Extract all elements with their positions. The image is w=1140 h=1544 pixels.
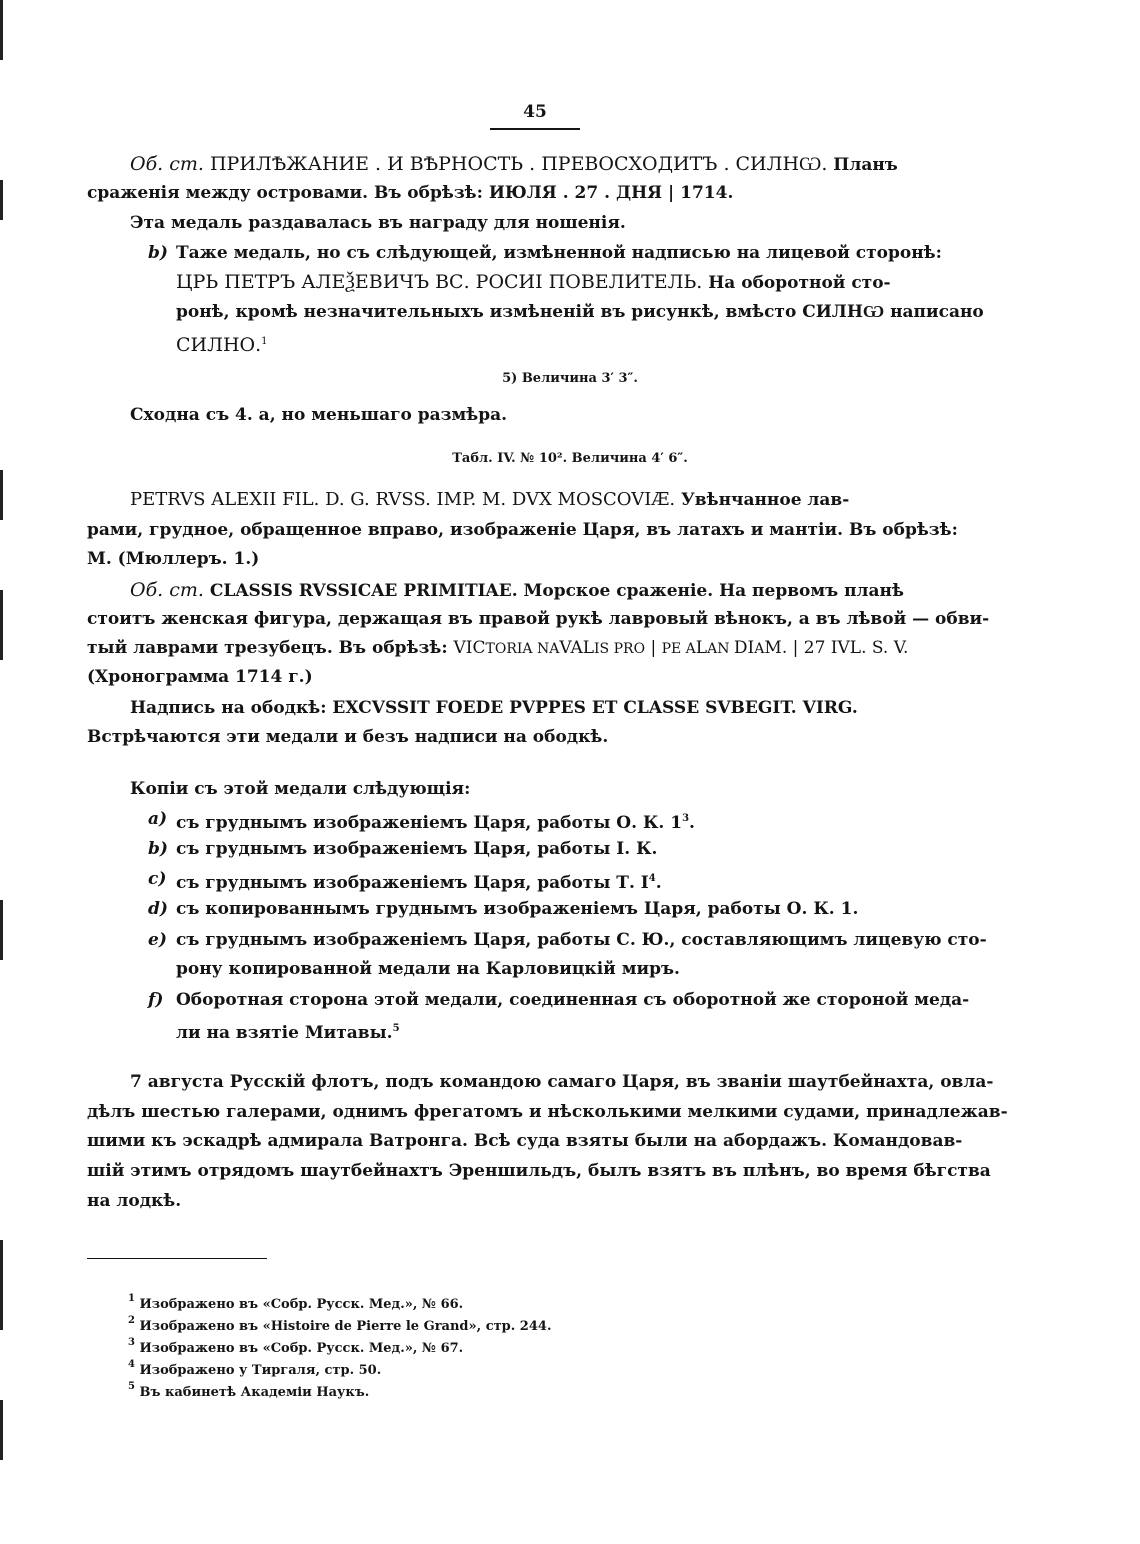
footnote-ref-1: 1 bbox=[261, 336, 268, 347]
edge-inscription-line-2: Встрѣчаются эти медали и безъ надписи на ободкѣ. bbox=[87, 727, 609, 747]
variant-b-word: СИЛНО. bbox=[176, 334, 262, 356]
copy-c-text bbox=[176, 868, 662, 894]
section-heading-size: 5) Величина 3′ 3″. bbox=[502, 371, 638, 386]
scan-edge-mark bbox=[0, 470, 3, 520]
scan-edge-mark bbox=[0, 900, 3, 960]
reverse-line-3 bbox=[87, 637, 908, 660]
scan-edge-mark bbox=[0, 1240, 3, 1330]
legend-line-1 bbox=[130, 489, 849, 511]
copy-f-marker: f) bbox=[148, 990, 164, 1010]
footnote-ref-3: 3 bbox=[682, 813, 690, 824]
footnote bbox=[128, 1334, 463, 1358]
chronogram bbox=[454, 638, 909, 658]
chronogram-small: IS PRO bbox=[594, 641, 646, 657]
narrative-line-4: шій этимъ отрядомъ шаутбейнахтъ Эреншильдъ, былъ взятъ въ плѣнъ, во время бѣгства bbox=[87, 1161, 991, 1181]
narrative-line-3: шими къ эскадрѣ адмирала Ватронга. Всѣ суда взяты были на абордажъ. Командовав- bbox=[87, 1131, 963, 1151]
edge-inscription-line-1: Надпись на ободкѣ: EXCVSSIT FOEDE PVPPES ET CLASSE SVBEGIT. VIRG. bbox=[130, 698, 858, 718]
reverse-text: CLASSIS RVSSICAE PRIMITIAE. Морское сраженіе. На первомъ планѣ bbox=[203, 581, 904, 601]
scan-edge-mark bbox=[0, 0, 3, 60]
copy-a-body: съ груднымъ изображеніемъ Царя, работы О. К. 1 bbox=[176, 813, 683, 833]
page-number: 45 bbox=[523, 102, 547, 122]
page-number-rule bbox=[490, 128, 580, 130]
chronogram-small: AN bbox=[707, 641, 734, 657]
footnote-text: Изображено въ «Собр. Русск. Мед.», № 66. bbox=[139, 1297, 464, 1312]
copy-a-text bbox=[176, 808, 695, 834]
copy-c-body: съ груднымъ изображеніемъ Царя, работы Т. І bbox=[176, 873, 649, 893]
narrative-line-1: 7 августа Русскій флотъ, подъ командою самаго Царя, въ званіи шаутбейнахта, овла- bbox=[130, 1072, 994, 1092]
footnote-number: 1 bbox=[128, 1293, 135, 1304]
copy-a-marker: a) bbox=[148, 809, 168, 829]
obverse-line-2: сраженія между островами. Въ обрѣзѣ: ИЮЛЯ . 27 . ДНЯ | 1714. bbox=[87, 183, 734, 203]
footnote bbox=[128, 1356, 381, 1380]
similar-note: Сходна съ 4. а, но меньшаго размѣра. bbox=[130, 405, 508, 425]
variant-b-line-1: Таже медаль, но съ слѣдующей, измѣненной надписью на лицевой сторонѣ: bbox=[176, 243, 942, 263]
plan-word: Планъ bbox=[827, 155, 898, 175]
reverse-line-4: (Хронограмма 1714 г.) bbox=[87, 667, 313, 687]
chronogram-cap: D bbox=[733, 638, 748, 658]
footnote bbox=[128, 1290, 463, 1314]
chronogram-cap: L bbox=[695, 638, 708, 658]
copy-c-marker: c) bbox=[148, 869, 167, 889]
footnote-text: Изображено въ «Histoire de Pierre le Grand», стр. 244. bbox=[139, 1319, 552, 1334]
copy-a-end: . bbox=[689, 813, 695, 833]
copy-e-text-2: рону копированной медали на Карловицкій миръ. bbox=[176, 959, 680, 979]
copy-f-text-2 bbox=[176, 1018, 400, 1044]
scan-edge-mark bbox=[0, 1400, 3, 1460]
medal-award-note: Эта медаль раздавалась въ награду для ношенія. bbox=[130, 213, 626, 233]
legend-line-3: М. (Мюллеръ. 1.) bbox=[87, 549, 260, 569]
variant-b-tail: На оборотной сто- bbox=[702, 273, 891, 293]
narrative-line-2: дѣлъ шестью галерами, однимъ фрегатомъ и нѣсколькими мелкими судами, принадлежав- bbox=[87, 1102, 1008, 1122]
variant-b-line-2 bbox=[176, 270, 891, 295]
copy-c-end: . bbox=[655, 873, 662, 893]
chronogram-separator: | bbox=[645, 638, 662, 658]
obverse-inscription: ПРИЛѢЖАНИЕ . И ВѢРНОСТЬ . ПРЕВОСХОДИТЪ . СИЛНѠ. bbox=[203, 153, 828, 175]
footnote bbox=[128, 1378, 369, 1402]
footnote-text: Изображено у Тиргаля, стр. 50. bbox=[139, 1363, 382, 1378]
scan-edge-mark bbox=[0, 590, 3, 660]
copy-b-marker: b) bbox=[148, 839, 168, 859]
obverse-line-1 bbox=[130, 152, 898, 177]
variant-b-line-3: ронѣ, кромѣ незначительныхъ измѣненій въ рисункѣ, вмѣсто СИЛНѠ написано bbox=[176, 302, 984, 322]
legend-line-2: рами, грудное, обращенное вправо, изображеніе Царя, въ латахъ и мантіи. Въ обрѣзѣ: bbox=[87, 520, 958, 540]
chronogram-small: PE A bbox=[661, 641, 696, 657]
chronogram-small: TORIA NA bbox=[485, 641, 560, 657]
chronogram-cap: I bbox=[747, 638, 755, 658]
scan-edge-mark bbox=[0, 180, 3, 220]
latin-legend: PETRVS ALEXII FIL. D. G. RVSS. IMP. M. DVX MOSCOVIÆ. bbox=[130, 489, 676, 510]
variant-b-marker: b) bbox=[148, 243, 168, 263]
chronogram-end: . | 27 IVL. S. V. bbox=[781, 638, 909, 658]
footnote-number: 5 bbox=[128, 1381, 135, 1392]
chronogram-small: A bbox=[754, 641, 765, 657]
copy-d-marker: d) bbox=[148, 899, 168, 919]
footnote bbox=[128, 1312, 551, 1336]
footnote-ref-4: 4 bbox=[648, 873, 656, 884]
copy-b-text: съ груднымъ изображеніемъ Царя, работы І. К. bbox=[176, 839, 658, 859]
copy-e-marker: e) bbox=[148, 930, 167, 950]
reverse-line-1 bbox=[130, 578, 904, 602]
table-heading: Табл. IV. № 10². Величина 4′ 6″. bbox=[452, 451, 688, 466]
narrative-line-5: на лодкѣ. bbox=[87, 1191, 182, 1211]
copy-e-text-1: съ груднымъ изображеніемъ Царя, работы С. Ю., составляющимъ лицевую сто- bbox=[176, 930, 987, 950]
copy-f-body: ли на взятіе Митавы. bbox=[176, 1023, 393, 1043]
footnote-number: 2 bbox=[128, 1315, 135, 1326]
footnote-text: Изображено въ «Собр. Русск. Мед.», № 67. bbox=[139, 1341, 464, 1356]
chronogram-cap: M bbox=[764, 638, 782, 658]
reverse-line-2: стоитъ женская фигура, держащая въ правой рукѣ лавровый вѣнокъ, а въ лѣвой — обви- bbox=[87, 609, 990, 629]
obverse-label: Об. ст. bbox=[130, 153, 204, 175]
variant-b-inscription: ЦРЬ ПЕТРЪ АЛЕѮЕВИЧЪ ВС. РОСИІ ПОВЕЛИТЕЛЬ. bbox=[176, 271, 703, 293]
exergue-label: тый лаврами трезубецъ. Въ обрѣзѣ: bbox=[87, 638, 454, 658]
footnote-ref-5: 5 bbox=[392, 1023, 400, 1034]
footnote-number: 3 bbox=[128, 1337, 135, 1348]
reverse-label: Об. ст. bbox=[130, 579, 204, 601]
legend-tail: Увѣнчанное лав- bbox=[675, 490, 850, 510]
footnote-number: 4 bbox=[128, 1359, 135, 1370]
copies-intro: Копіи съ этой медали слѣдующія: bbox=[130, 779, 471, 799]
variant-b-line-4 bbox=[176, 330, 268, 357]
footnote-text: Въ кабинетѣ Академіи Наукъ. bbox=[139, 1385, 370, 1400]
chronogram-cap: VIC bbox=[453, 638, 486, 658]
copy-f-text-1: Оборотная сторона этой медали, соединенная съ оборотной же стороной меда- bbox=[176, 990, 970, 1010]
footnote-rule bbox=[87, 1258, 267, 1259]
chronogram-cap: VAL bbox=[559, 638, 595, 658]
copy-d-text: съ копированнымъ груднымъ изображеніемъ Царя, работы О. К. 1. bbox=[176, 899, 859, 919]
